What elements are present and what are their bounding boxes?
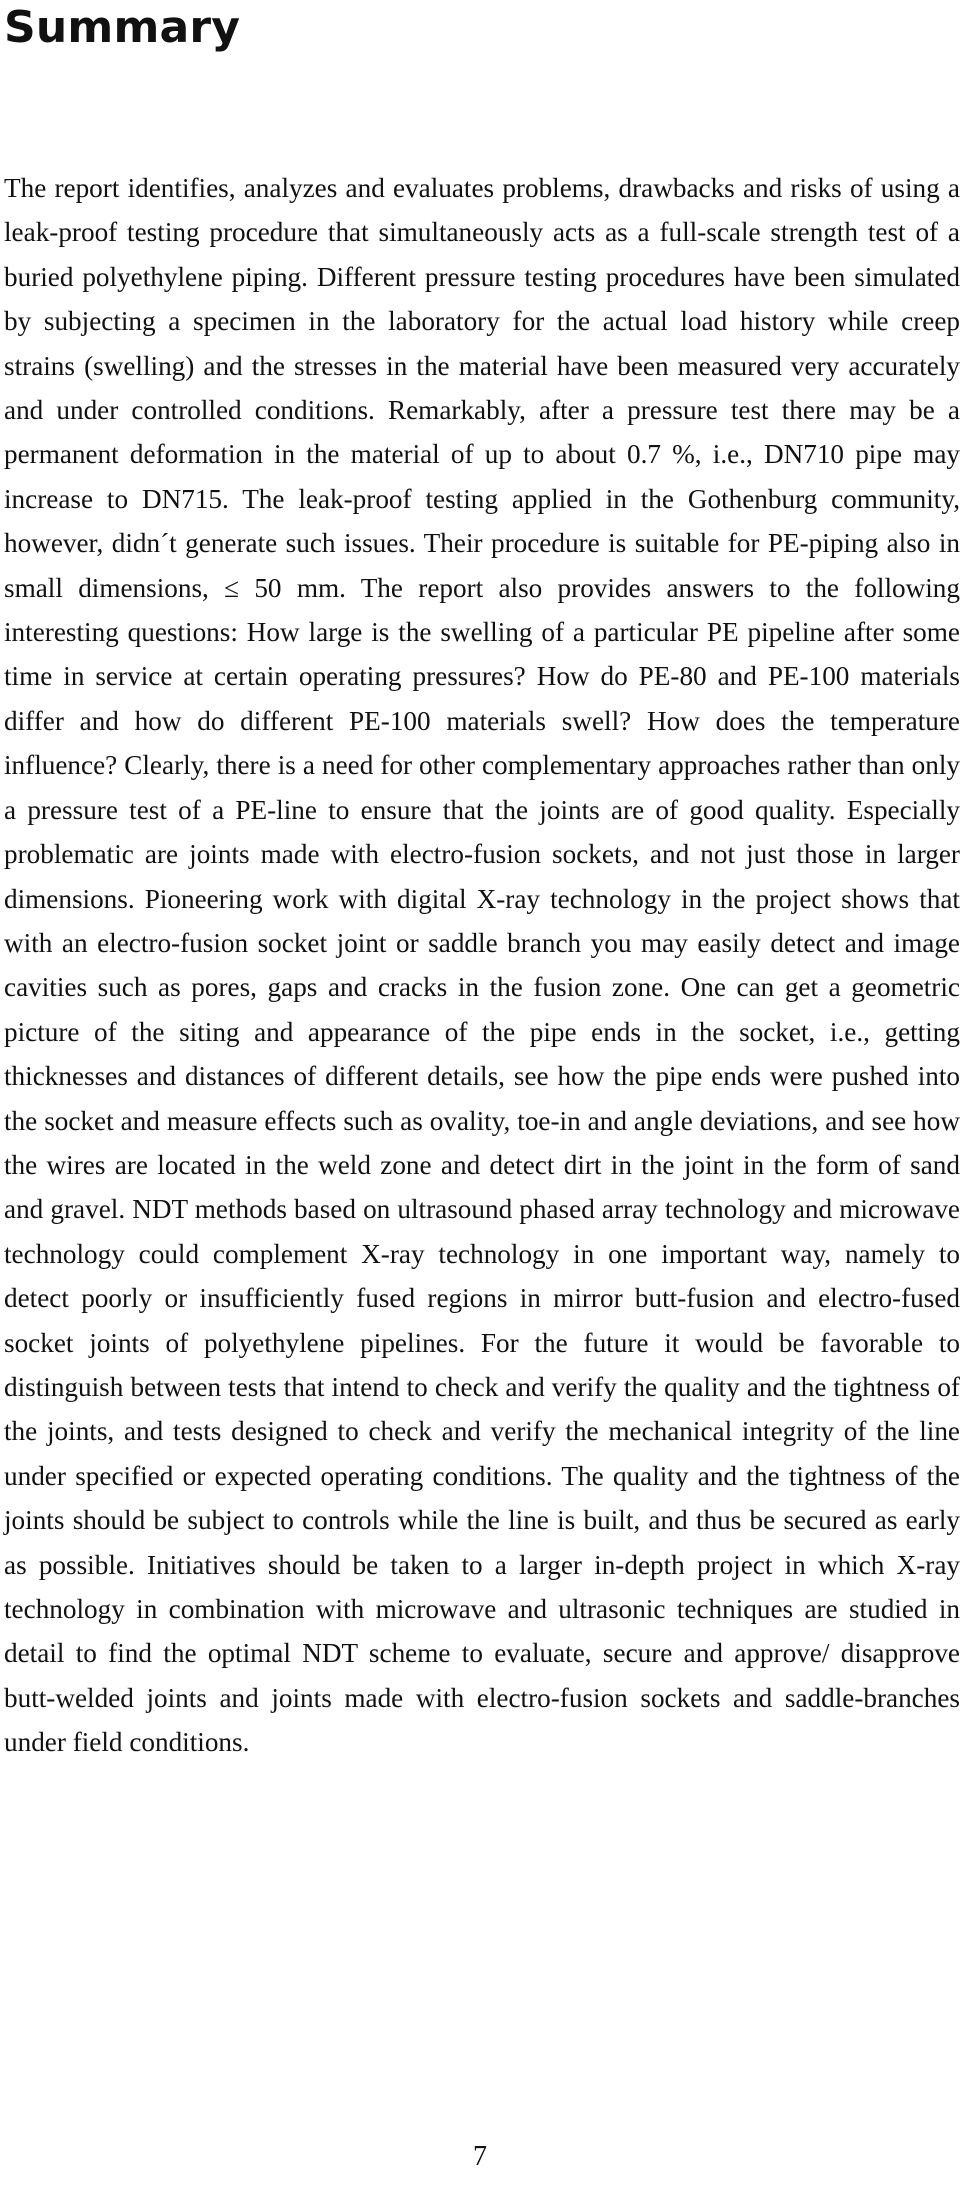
page-number: 7 (473, 2141, 487, 2172)
section-heading: Summary (4, 2, 241, 53)
summary-paragraph: The report identifies, analyzes and evaluates problems, drawbacks and risks of using a leak-proof testing procedure that simultaneously acts as a full-scale strength test of a buried polyethylene piping. Different pressure testing procedures have been simulated by subjecting a specimen in the laboratory for the actual load history while creep strains (swelling) and the stresses in the material have been measured very accurately and under controlled conditions. Remarkably, after a pressure test there may be a permanent deformation in the material of up to about 0.7 %, i.e., DN710 pipe may increase to DN715. The leak-proof testing applied in the Gothenburg community, however, didn´t generate such issues. Their procedure is suitable for PE-piping also in small dimensions, ≤ 50 mm. The report also provides answers to the following interesting questions: How large is the swelling of a particular PE pipeline after some time in service at certain operating pressures? How do PE-80 and PE-100 materials differ and how do different PE-100 materials swell? How does the temperature influence? Clearly, there is a need for other complementary approaches rather than only a pressure test of a PE-line to ensure that the joints are of good quality. Especially problematic are joints made with electro-fusion sockets, and not just those in larger dimensions. Pioneering work with digital X-ray technology in the project shows that with an electro-fusion socket joint or saddle branch you may easily detect and image cavities such as pores, gaps and cracks in the fusion zone. One can get a geometric picture of the siting and appearance of the pipe ends in the socket, i.e., getting thicknesses and distances of different details, see how the pipe ends were pushed into the socket and measure effects such as ovality, toe-in and angle deviations, and see how the wires are located in the weld zone and detect dirt in the joint in the form of sand and gravel. NDT methods based on ultrasound phased array technology and microwave technology could complement X-ray technology in one important way, namely to detect poorly or insufficiently fused regions in mirror butt-fusion and electro-fused socket joints of polyethylene pipelines. For the future it would be favorable to distinguish between tests that intend to check and verify the quality and the tightness of the joints, and tests designed to check and verify the mechanical integrity of the line under specified or expected operating conditions. The quality and the tightness of the joints should be subject to controls while the line is built, and thus be secured as early as possible. Initiatives should be taken to a larger in-depth project in which X-ray technology in combination with microwave and ultrasonic techniques are studied in detail to find the optimal NDT scheme to evaluate, secure and approve/ disapprove butt-welded joints and joints made with electro-fusion sockets and saddle-branches under field conditions. (4, 173, 960, 1758)
